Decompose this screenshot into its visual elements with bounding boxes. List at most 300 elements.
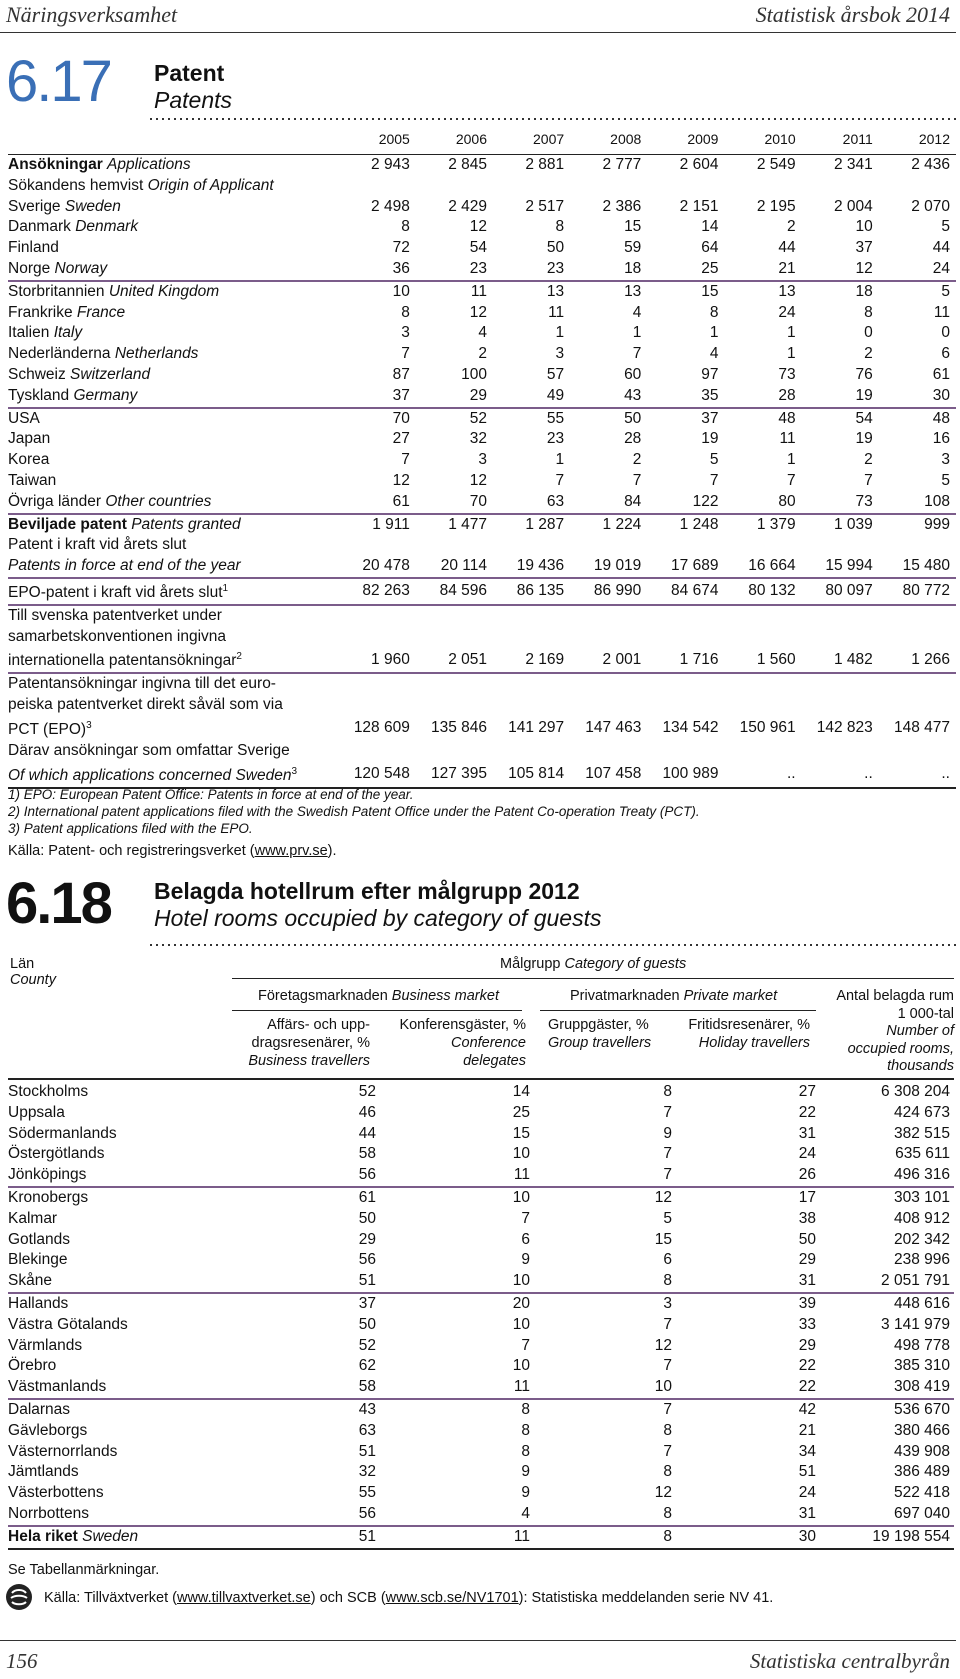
value-cell: 80 <box>778 492 796 510</box>
row-label: Japan <box>8 430 51 448</box>
value-cell: 202 342 <box>893 1230 950 1248</box>
value-cell: 12 <box>469 303 487 321</box>
value-cell: 1 911 <box>339 514 416 536</box>
table-row <box>8 408 956 430</box>
value-cell: 1 <box>787 324 796 342</box>
value-cell: 1 <box>555 451 565 469</box>
value-cell: 7 <box>787 471 796 489</box>
row-label: Patents in force at end of the year <box>8 557 241 575</box>
value-cell: 10 <box>512 1272 530 1290</box>
table-row <box>8 716 956 741</box>
value-cell: 52 <box>358 1336 376 1354</box>
value-cell: 37 <box>647 408 724 430</box>
value-cell <box>724 176 801 197</box>
value-cell: 10 <box>512 1145 530 1163</box>
value-cell: 4 <box>478 324 487 342</box>
value-cell: 150 961 <box>739 719 796 737</box>
value-cell: 11 <box>548 303 565 321</box>
value-cell: 20 114 <box>440 557 487 575</box>
value-cell: 107 458 <box>570 762 647 788</box>
table-row <box>8 155 956 176</box>
value-cell: 635 611 <box>895 1145 950 1163</box>
table-row <box>8 578 956 605</box>
value-cell: 29 <box>798 1251 816 1269</box>
value-cell: 51 <box>358 1272 376 1290</box>
value-cell: 8 <box>534 1526 676 1549</box>
footnote: 2) International patent applications filed with the Swedish Patent Office under the Patent Co-operation Treaty (PCT). <box>8 804 700 819</box>
table-number: 6.18 <box>6 871 111 936</box>
county-name: Uppsala <box>8 1103 65 1121</box>
value-cell: 0 <box>941 324 950 342</box>
value-cell <box>493 741 570 762</box>
category-header: Målgrupp Category of guests <box>500 956 687 972</box>
value-cell: 2 195 <box>756 197 796 215</box>
col-rooms: Antal belagda rum 1 000-tal Number of occupied rooms, thousands <box>836 988 954 1074</box>
value-cell: 31 <box>798 1272 816 1290</box>
value-cell: 43 <box>228 1399 380 1421</box>
county-name: Västerbottens <box>8 1484 104 1502</box>
county-row <box>8 1250 954 1271</box>
row-label: Tyskland Germany <box>8 386 138 404</box>
value-cell: 17 <box>676 1187 820 1209</box>
county-name: Gävleborgs <box>8 1421 88 1439</box>
county-header: Län County <box>10 956 56 988</box>
source-618: Källa: Tillväxtverket (www.tillvaxtverket.se) och SCB (www.scb.se/NV1701): Statistiska meddelanden serie NV 41. <box>44 1590 774 1606</box>
value-cell: 4 <box>709 345 719 363</box>
value-cell <box>339 741 416 762</box>
value-cell: 15 <box>647 281 724 303</box>
value-cell: 9 <box>663 1124 672 1142</box>
value-cell: 2 881 <box>525 156 565 173</box>
value-cell: 303 101 <box>820 1187 954 1209</box>
county-row <box>8 1442 954 1463</box>
value-cell: 44 <box>358 1124 376 1142</box>
value-cell: 20 478 <box>362 557 410 575</box>
value-cell: 7 <box>663 1442 672 1460</box>
value-cell: 8 <box>401 303 410 321</box>
county-name: Värmlands <box>8 1336 83 1354</box>
value-cell: 2 051 <box>448 650 487 668</box>
value-cell: 33 <box>798 1315 816 1333</box>
value-cell: 87 <box>392 365 410 383</box>
county-row <box>8 1271 954 1293</box>
value-cell: 7 <box>663 1315 672 1333</box>
value-cell: 7 <box>663 1166 672 1184</box>
value-cell: 1 379 <box>724 514 801 536</box>
value-cell <box>724 627 801 648</box>
prv-link[interactable]: www.prv.se <box>254 843 328 859</box>
value-cell: 72 <box>392 239 410 257</box>
value-cell: 2 386 <box>602 197 642 215</box>
value-cell: 424 673 <box>893 1103 950 1121</box>
row-label: Sökandens hemvist Origin of Applicant <box>8 176 274 194</box>
col-conference: Konferensgäster, % Conference delegates <box>399 1017 526 1069</box>
value-cell: 2 151 <box>679 197 719 215</box>
col-business-travellers: Affärs- och upp- dragsresenärer, % Business travellers <box>248 1017 370 1069</box>
table-row <box>8 281 956 303</box>
value-cell: 51 <box>228 1526 380 1549</box>
running-footer <box>0 1640 956 1679</box>
value-cell: 55 <box>358 1484 376 1502</box>
value-cell: 1 <box>555 324 565 342</box>
value-cell <box>724 673 801 695</box>
value-cell: 11 <box>416 281 493 303</box>
value-cell <box>647 176 724 197</box>
value-cell: 43 <box>624 386 642 404</box>
value-cell: 148 477 <box>893 719 950 737</box>
county-row <box>8 1315 954 1336</box>
value-cell: 1 <box>787 451 796 469</box>
business-market-header: Företagsmarknaden Business market <box>258 988 499 1004</box>
county-row <box>8 1356 954 1377</box>
value-cell <box>879 673 956 695</box>
value-cell <box>570 535 647 556</box>
value-cell <box>339 695 416 716</box>
value-cell: 25 <box>701 259 719 277</box>
value-cell: 5 <box>709 451 719 469</box>
value-cell: 1 <box>787 345 796 363</box>
value-cell: 84 674 <box>647 578 724 605</box>
scb-link[interactable]: www.scb.se/NV1701 <box>385 1590 519 1606</box>
value-cell: 39 <box>676 1293 820 1315</box>
tillvaxtverket-link[interactable]: www.tillvaxtverket.se <box>176 1590 311 1606</box>
value-cell: 55 <box>493 408 570 430</box>
county-row <box>8 1462 954 1483</box>
table-row <box>8 647 956 673</box>
value-cell: 141 297 <box>508 719 565 737</box>
value-cell: 2 498 <box>371 197 410 215</box>
table-row <box>8 762 956 788</box>
row-label: Till svenska patentverket under <box>8 605 339 627</box>
value-cell <box>416 695 493 716</box>
value-cell: .. <box>724 762 801 788</box>
value-cell <box>879 535 956 556</box>
value-cell: 30 <box>932 386 950 404</box>
table-row <box>8 556 956 578</box>
value-cell: 6 <box>521 1230 530 1248</box>
table-title <box>154 60 232 114</box>
value-cell: 3 <box>941 451 950 469</box>
value-cell: 7 <box>663 1103 672 1121</box>
dotted-rule <box>150 944 956 946</box>
value-cell: 19 <box>855 386 873 404</box>
value-cell: 386 489 <box>893 1463 950 1481</box>
value-cell: 6 <box>663 1251 672 1269</box>
value-cell: 12 <box>469 218 487 236</box>
year-header: 2005 <box>339 124 416 155</box>
county-name: Västernorrlands <box>8 1442 118 1460</box>
value-cell: 15 <box>624 218 642 236</box>
col-holiday: Fritidsresenärer, % Holiday travellers <box>688 1017 810 1051</box>
value-cell: 23 <box>546 430 565 448</box>
value-cell: 76 <box>855 365 873 383</box>
value-cell: 51 <box>358 1442 376 1460</box>
county-name: Östergötlands <box>8 1145 105 1163</box>
county-row <box>8 1504 954 1526</box>
table-row <box>8 627 956 648</box>
value-cell: 50 <box>570 408 647 430</box>
value-cell: 7 <box>401 345 410 363</box>
value-cell: 64 <box>701 239 719 257</box>
private-market-header: Privatmarknaden Private market <box>570 988 778 1004</box>
value-cell: 24 <box>778 303 796 321</box>
header-blank <box>8 124 339 155</box>
rule <box>232 1010 522 1011</box>
value-cell: 8 <box>555 218 565 236</box>
value-cell: 8 <box>663 1463 672 1481</box>
value-cell: 5 <box>879 281 956 303</box>
row-label: internationella patentansökningar$^2$ <box>8 651 242 670</box>
value-cell <box>493 605 570 627</box>
value-cell: 1 960 <box>371 650 410 668</box>
value-cell: 1 482 <box>833 650 873 668</box>
value-cell: 13 <box>493 281 570 303</box>
value-cell: 8 <box>663 1421 672 1439</box>
value-cell <box>724 741 801 762</box>
value-cell: 134 542 <box>662 719 719 737</box>
dotted-rule <box>150 118 956 120</box>
row-label: USA <box>8 408 339 430</box>
value-cell: 8 <box>663 1504 672 1522</box>
county-row <box>8 1399 954 1421</box>
value-cell: 44 <box>932 239 950 257</box>
value-cell: 2 <box>864 345 873 363</box>
value-cell: 61 <box>228 1187 380 1209</box>
value-cell: 21 <box>778 259 796 277</box>
value-cell: 382 515 <box>893 1124 950 1142</box>
value-cell: 86 135 <box>493 578 570 605</box>
value-cell: 135 846 <box>430 719 487 737</box>
value-cell: 11 <box>779 430 796 448</box>
value-cell: 2 517 <box>525 197 565 215</box>
value-cell: 7 <box>864 471 873 489</box>
county-row <box>8 1209 954 1230</box>
value-cell: 2 <box>478 345 487 363</box>
value-cell <box>879 695 956 716</box>
value-cell: 7 <box>521 1209 530 1227</box>
value-cell: 0 <box>864 324 873 342</box>
value-cell: 15 480 <box>902 557 950 575</box>
value-cell: 54 <box>802 408 879 430</box>
value-cell: 31 <box>798 1124 816 1142</box>
value-cell: 15 <box>512 1124 530 1142</box>
value-cell: 14 <box>512 1083 530 1100</box>
value-cell: 84 <box>624 492 642 510</box>
value-cell: 3 141 979 <box>881 1315 950 1333</box>
value-cell: 1 266 <box>911 650 950 668</box>
rule <box>540 1010 816 1011</box>
value-cell: 19 436 <box>516 557 565 575</box>
value-cell: 5 <box>663 1209 672 1227</box>
year-header: 2007 <box>493 124 570 155</box>
row-label: Danmark Denmark <box>8 218 139 236</box>
value-cell: 19 <box>701 430 719 448</box>
county-row <box>8 1124 954 1145</box>
value-cell: 28 <box>624 430 642 448</box>
value-cell: 22 <box>798 1357 816 1375</box>
value-cell: 15 994 <box>825 557 873 575</box>
value-cell: 12 <box>534 1187 676 1209</box>
table-row <box>8 535 956 556</box>
value-cell <box>647 673 724 695</box>
value-cell: 20 <box>380 1293 534 1315</box>
value-cell: 2 <box>864 451 873 469</box>
value-cell <box>416 627 493 648</box>
value-cell: 58 <box>358 1378 376 1396</box>
value-cell: 14 <box>701 218 719 236</box>
value-cell: 238 996 <box>893 1251 950 1269</box>
value-cell: 63 <box>358 1421 376 1439</box>
county-name: Stockholms <box>8 1083 89 1100</box>
value-cell: 522 418 <box>893 1484 950 1502</box>
row-label: Finland <box>8 239 59 257</box>
page-number: 156 <box>6 1649 38 1673</box>
value-cell: 8 <box>663 1272 672 1290</box>
header-section: Näringsverksamhet <box>6 2 178 27</box>
value-cell: 48 <box>724 408 801 430</box>
value-cell: 385 310 <box>893 1357 950 1375</box>
value-cell: 10 <box>339 281 416 303</box>
row-label: PCT (EPO)$^3$ <box>8 720 92 739</box>
value-cell: 120 548 <box>339 762 416 788</box>
value-cell: 35 <box>701 386 719 404</box>
value-cell <box>493 535 570 556</box>
value-cell: 3 <box>401 324 410 342</box>
value-cell: 127 395 <box>416 762 493 788</box>
value-cell: 9 <box>521 1484 530 1502</box>
title-sv: Patent <box>154 60 225 86</box>
value-cell: 34 <box>798 1442 816 1460</box>
year-header: 2006 <box>416 124 493 155</box>
value-cell: 50 <box>798 1230 816 1248</box>
value-cell <box>493 695 570 716</box>
value-cell <box>724 535 801 556</box>
value-cell: 3 <box>478 451 487 469</box>
value-cell: 142 823 <box>816 719 873 737</box>
value-cell: 82 263 <box>339 578 416 605</box>
value-cell: 2 <box>787 218 796 236</box>
value-cell <box>879 741 956 762</box>
value-cell: 7 <box>663 1145 672 1163</box>
value-cell: 46 <box>358 1103 376 1121</box>
value-cell <box>339 535 416 556</box>
value-cell: 48 <box>879 408 956 430</box>
value-cell: 8 <box>663 1083 672 1100</box>
table-row <box>8 217 956 238</box>
value-cell: 439 908 <box>893 1442 950 1460</box>
value-cell: 100 989 <box>647 762 724 788</box>
table-row <box>8 344 956 365</box>
value-cell: 11 <box>513 1166 530 1184</box>
value-cell <box>493 176 570 197</box>
row-label: Norge Norway <box>8 259 108 277</box>
county-name: Norrbottens <box>8 1504 89 1522</box>
value-cell: 2 943 <box>371 156 410 173</box>
value-cell: 999 <box>879 514 956 536</box>
value-cell: 1 <box>632 324 642 342</box>
value-cell: 19 <box>855 430 873 448</box>
value-cell <box>416 605 493 627</box>
value-cell: 108 <box>924 492 950 510</box>
year-header: 2010 <box>724 124 801 155</box>
value-cell: 73 <box>778 365 796 383</box>
value-cell: 19 198 554 <box>820 1526 954 1549</box>
title-en: Hotel rooms occupied by category of guests <box>154 905 602 931</box>
value-cell: 44 <box>778 239 796 257</box>
value-cell: 61 <box>392 492 410 510</box>
value-cell: 17 689 <box>671 557 719 575</box>
row-label: Schweiz Switzerland <box>8 365 151 383</box>
county-row <box>8 1082 954 1103</box>
table-row <box>8 365 956 386</box>
row-label: samarbetskonventionen ingivna <box>8 627 226 645</box>
footnotes <box>8 786 700 837</box>
row-label: Of which applications concerned Sweden$^3$ <box>8 762 339 788</box>
county-row <box>8 1421 954 1442</box>
footnote: 1) EPO: European Patent Office: Patents in force at end of the year. <box>8 787 414 802</box>
value-cell <box>879 605 956 627</box>
value-cell <box>570 673 647 695</box>
value-cell: 10 <box>380 1187 534 1209</box>
table-row <box>8 450 956 471</box>
header-yearbook: Statistisk årsbok 2014 <box>755 2 950 27</box>
value-cell: 15 <box>654 1230 672 1248</box>
value-cell: 24 <box>932 259 950 277</box>
value-cell: 56 <box>358 1251 376 1269</box>
value-cell: 13 <box>570 281 647 303</box>
value-cell: 122 <box>692 492 719 510</box>
table-row <box>8 197 956 218</box>
value-cell: 496 316 <box>893 1166 950 1184</box>
table-title <box>154 878 601 932</box>
value-cell: 12 <box>654 1336 672 1354</box>
value-cell: 22 <box>798 1378 816 1396</box>
row-label: Ansökningar Applications <box>8 156 191 173</box>
value-cell <box>570 627 647 648</box>
year-header: 2011 <box>802 124 879 155</box>
value-cell: 86 990 <box>570 578 647 605</box>
table-row <box>8 673 956 695</box>
value-cell: 63 <box>546 492 565 510</box>
value-cell: 498 778 <box>893 1336 950 1354</box>
value-cell: 4 <box>521 1504 530 1522</box>
value-cell: 3 <box>555 345 565 363</box>
value-cell: 8 <box>864 303 873 321</box>
rule <box>8 1078 954 1080</box>
year-header: 2012 <box>879 124 956 155</box>
value-cell: 1 <box>709 324 719 342</box>
row-label: Patent i kraft vid årets slut <box>8 536 187 554</box>
value-cell <box>493 627 570 648</box>
value-cell <box>647 627 724 648</box>
value-cell <box>570 176 647 197</box>
county-name: Jämtlands <box>8 1463 79 1481</box>
col-group: Gruppgäster, % Group travellers <box>548 1017 652 1051</box>
value-cell: 11 <box>513 1378 530 1396</box>
row-label: Nederländerna Netherlands <box>8 345 199 363</box>
value-cell: 73 <box>855 492 873 510</box>
county-row <box>8 1103 954 1124</box>
value-cell: 128 609 <box>353 719 410 737</box>
value-cell: 2 777 <box>602 156 642 173</box>
value-cell: 80 132 <box>724 578 801 605</box>
table-row <box>8 492 956 514</box>
value-cell <box>416 535 493 556</box>
value-cell: 26 <box>798 1166 816 1184</box>
value-cell: 2 436 <box>911 156 950 173</box>
county-name: Kalmar <box>8 1209 58 1227</box>
value-cell: 1 477 <box>416 514 493 536</box>
